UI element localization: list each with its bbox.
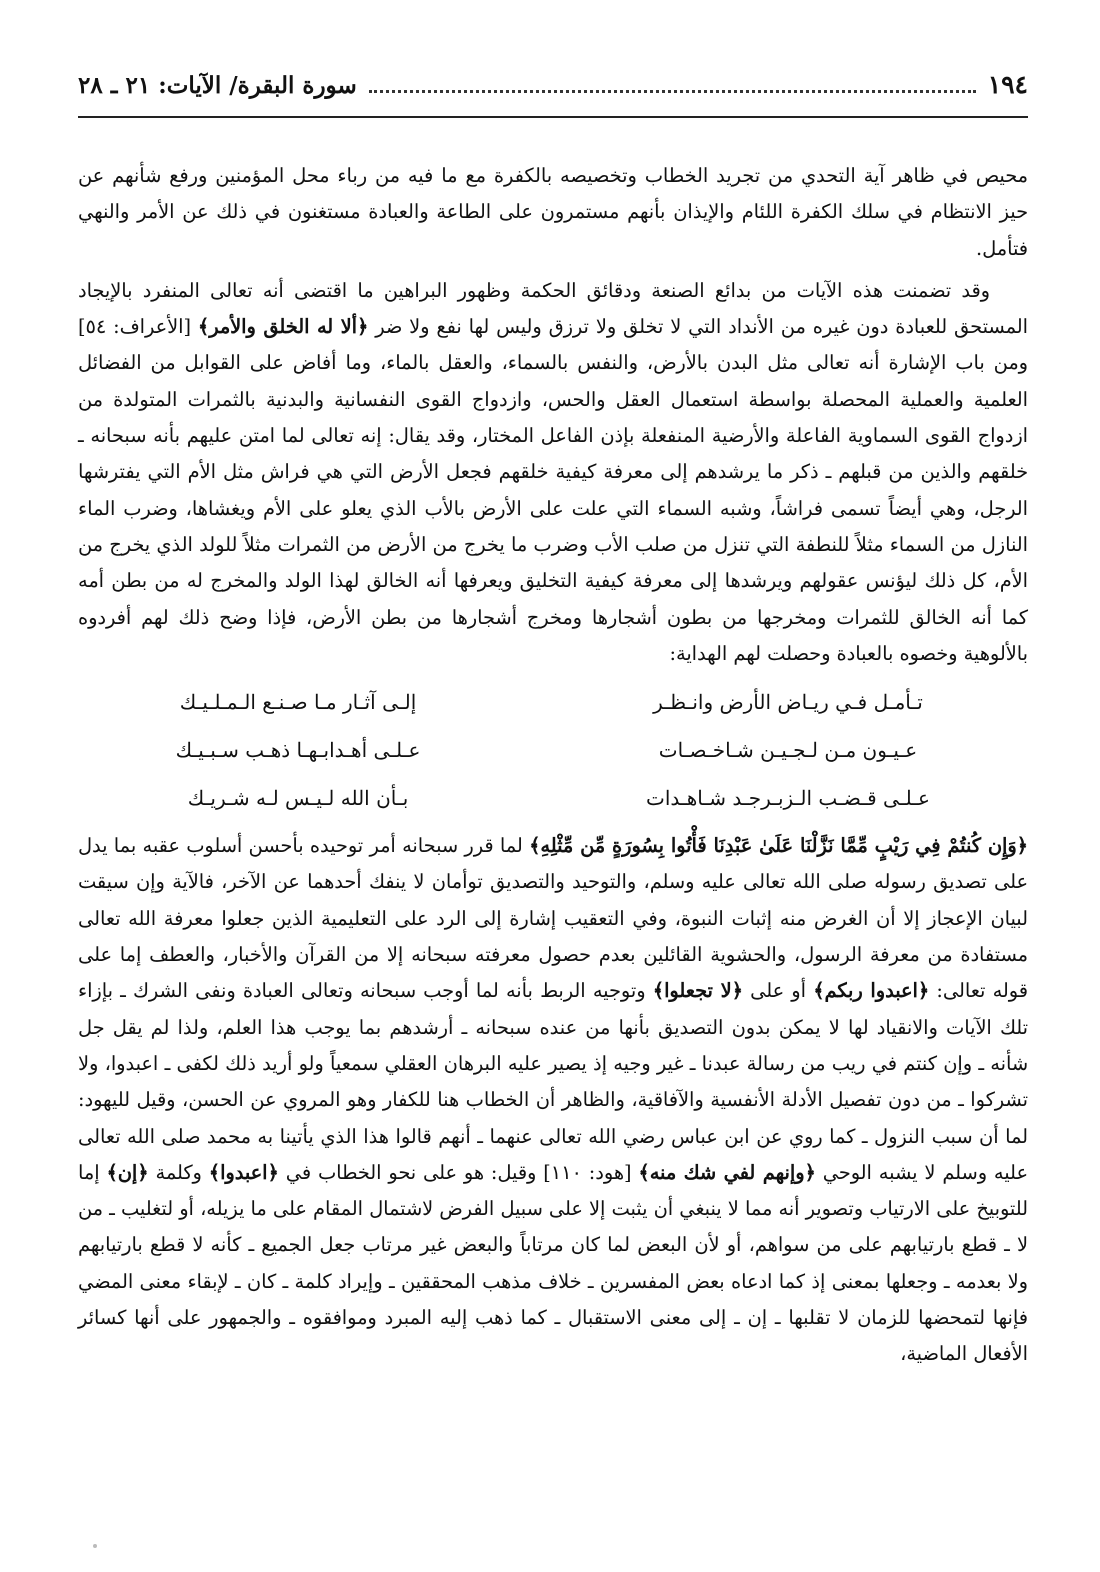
- paragraph-3: [78, 828, 1028, 1372]
- paragraph-3-text-b: أو على: [750, 979, 806, 1003]
- body-text: [78, 158, 1028, 1373]
- quran-verse: ﴿وَإِن كُنتُمْ فِي رَيْبٍ مِّمَّا نَزَّلْنَا عَلَىٰ عَبْدِنَا فَأْتُوا بِسُورَةٍ مِّن مِّثْلِهِ﴾: [529, 834, 1028, 858]
- paragraph-1: محيص في ظاهر آية التحدي من تجريد الخطاب وتخصيصه بالكفرة مع ما فيه من رباء محل المؤمنين ورفع شأنهم عن حيز الانتظام في سلك الكفرة اللئام والإيذان بأنهم مستمرون على الطاعة والعبادة مستغنون في ذلك عن الأمر والنهي فتأمل.: [78, 164, 1028, 260]
- poem-hemistich-right: تـأمـل فـي ريـاض الأرض وانـظـر: [653, 690, 923, 714]
- paragraph-3-text-a: لما قرر سبحانه أمر توحيده بأحسن أسلوب عقبه بما يدل على تصديق رسوله صلى الله تعالى عليه وسلم، والتوحيد والتصديق توأمان لا ينفك أحدهما عن الآخر، فالآية وإن سيقت لبيان الإعجاز إلا أن الغرض منه إثبات النبوة، وفي التعقيب إشارة إلى الرد على التعليمية الذين جعلوا معرفة الله تعالى مستفادة من معرفة الرسول، والحشوية القائلين بعدم حصول معرفته سبحانه إلا من القرآن والأخبار، والعطف إما على قوله تعالى:: [78, 834, 1028, 1003]
- quran-quote: ﴿اعبدوا﴾: [208, 1160, 279, 1184]
- quran-quote: ﴿لا تجعلوا﴾: [652, 979, 743, 1003]
- quran-quote: ﴿ألا له الخلق والأمر﴾: [197, 315, 369, 339]
- paragraph-3-text-f: إما للتوبيخ على الارتياب وتصوير أنه مما لا ينبغي أن يثبت إلا على سبيل الفرض لاشتمال المقام على ما يزيله، أو لتغليب ـ من لا ـ قطع بارتيابهم على من سواهم، أو لأن البعض لما كان مرتاباً والبعض غير مرتاب جعل الجميع ـ كأنه لا قطع بارتيابهم ولا بعدمه ـ وجعلها بمعنى إذ كما ادعاه بعض المفسرين ـ خلاف مذهب المحققين ـ وإيراد كلمة ـ كان ـ لإبقاء معنى المضي فإنها لتمحضها للزمان لا تقلبها ـ إن ـ إلى معنى الاستقبال ـ كما ذهب إليه المبرد وموافقوه ـ والجمهور على أنها كسائر الأفعال الماضية،: [78, 1160, 1028, 1366]
- paragraph-3-text-d: [هود: ١١٠] وقيل: هو على نحو الخطاب في: [285, 1160, 632, 1184]
- section-title: سورة البقرة/ الآيات: ٢١ ـ ٢٨: [78, 72, 357, 99]
- quran-quote: ﴿اعبدوا ربكم﴾: [813, 979, 930, 1003]
- page-number: ١٩٤: [987, 70, 1028, 99]
- page-speck: [93, 1544, 97, 1548]
- paragraph-2: [78, 273, 1028, 672]
- poem-hemistich-left: إلـى آثـار مـا صـنـع الـمـلـيـك: [179, 690, 417, 714]
- paragraph-3-text-c: وتوجيه الربط بأنه لما أوجب سبحانه وتعالى العبادة ونفى الشرك ـ بإزاء تلك الآيات والانقياد لها لا يمكن بدون التصديق بأنها من عنده سبحانه ـ أرشدهم بما يوجب هذا العلم، ولذا لم يقل جل شأنه ـ وإن كنتم في ريب من رسالة عبدنا ـ غير وجيه إذ يصير عليه البرهان العقلي سمعياً ولو أريد ذلك لكفى ـ اعبدوا، ولا تشركوا ـ من دون تفصيل الأدلة الأنفسية والآفاقية، والظاهر أن الخطاب هنا للكفار وهو المروي عن الحسن، وقيل لليهود: لما أن سبب النزول ـ كما روي عن ابن عباس رضي الله تعالى عنهما ـ أنهم قالوا هذا الذي يأتينا به محمد صلى الله تعالى عليه وسلم لا يشبه الوحي: [78, 979, 1028, 1184]
- paragraph-2-text-b: [الأعراف: ٥٤] ومن باب الإشارة أنه تعالى مثل البدن بالأرض، والنفس بالسماء، والعقل بالماء، وما أفاض على القوابل من الفضائل العلمية والعملية المحصلة بواسطة استعمال العقل والحس، وازدواج القوى النفسانية والبدنية بالثمرات المتولدة من ازدواج القوى السماوية الفاعلة والأرضية المنفعلة بإذن الفاعل المختار، وقد يقال: إنه تعالى لما امتن عليهم بأنه سبحانه ـ خلقهم والذين من قبلهم ـ ذكر ما يرشدهم إلى معرفة كيفية خلقهم فجعل الأرض التي هي فراش مثل الأم التي يفترشها الرجل، وهي أيضاً تسمى فراشاً، وشبه السماء التي علت على الأرض بالأب الذي يعلو على الأم ويغشاها، وضرب الماء النازل من السماء مثلاً للنطفة التي تنزل من صلب الأب وضرب ما يخرج من الأرض من الثمرات مثلاً للولد الذي يخرج من الأم، كل ذلك ليؤنس عقولهم ويرشدها إلى معرفة كيفية التخليق ويعرفها أنه الخالق لهذا الولد والمخرج له من بطن أمه كما أنه الخالق للثمرات ومخرجها من بطون أشجارها ومخرج أشجارها من بطن الأرض، فإذا وضح ذلك لهم أفردوه بالألوهية وخصوه بالعبادة وحصلت لهم الهداية:: [78, 315, 1028, 665]
- poem-hemistich-right: عـيـون مـن لـجـيـن شـاخـصـات: [658, 738, 918, 762]
- page: [78, 70, 1028, 1373]
- running-header: [78, 70, 1028, 118]
- header-dot-leader: [369, 90, 976, 93]
- poem: [78, 678, 1028, 822]
- poem-line: [78, 726, 1028, 774]
- paragraph-3-text-e: وكلمة: [155, 1160, 202, 1184]
- quran-quote: ﴿وإنهم لفي شك منه﴾: [638, 1160, 816, 1184]
- poem-line: [78, 774, 1028, 822]
- poem-hemistich-left: بـأن الله لـيـس لـه شـريـك: [187, 786, 409, 810]
- poem-line: [78, 678, 1028, 726]
- poem-hemistich-left: عـلـى أهـدابـهـا ذهـب سـبـيـك: [175, 738, 421, 762]
- quran-quote: ﴿إن﴾: [106, 1160, 149, 1184]
- paragraph-2-text-a: وقد تضمنت هذه الآيات من بدائع الصنعة ودقائق الحكمة وظهور البراهين ما اقتضى أنه تعالى المنفرد بالإيجاد المستحق للعبادة دون غيره من الأنداد التي لا تخلق ولا ترزق وليس لها نفع ولا ضر: [78, 278, 1028, 339]
- poem-hemistich-right: عـلـى قـضـب الـزبـرجـد شـاهـدات: [645, 786, 930, 810]
